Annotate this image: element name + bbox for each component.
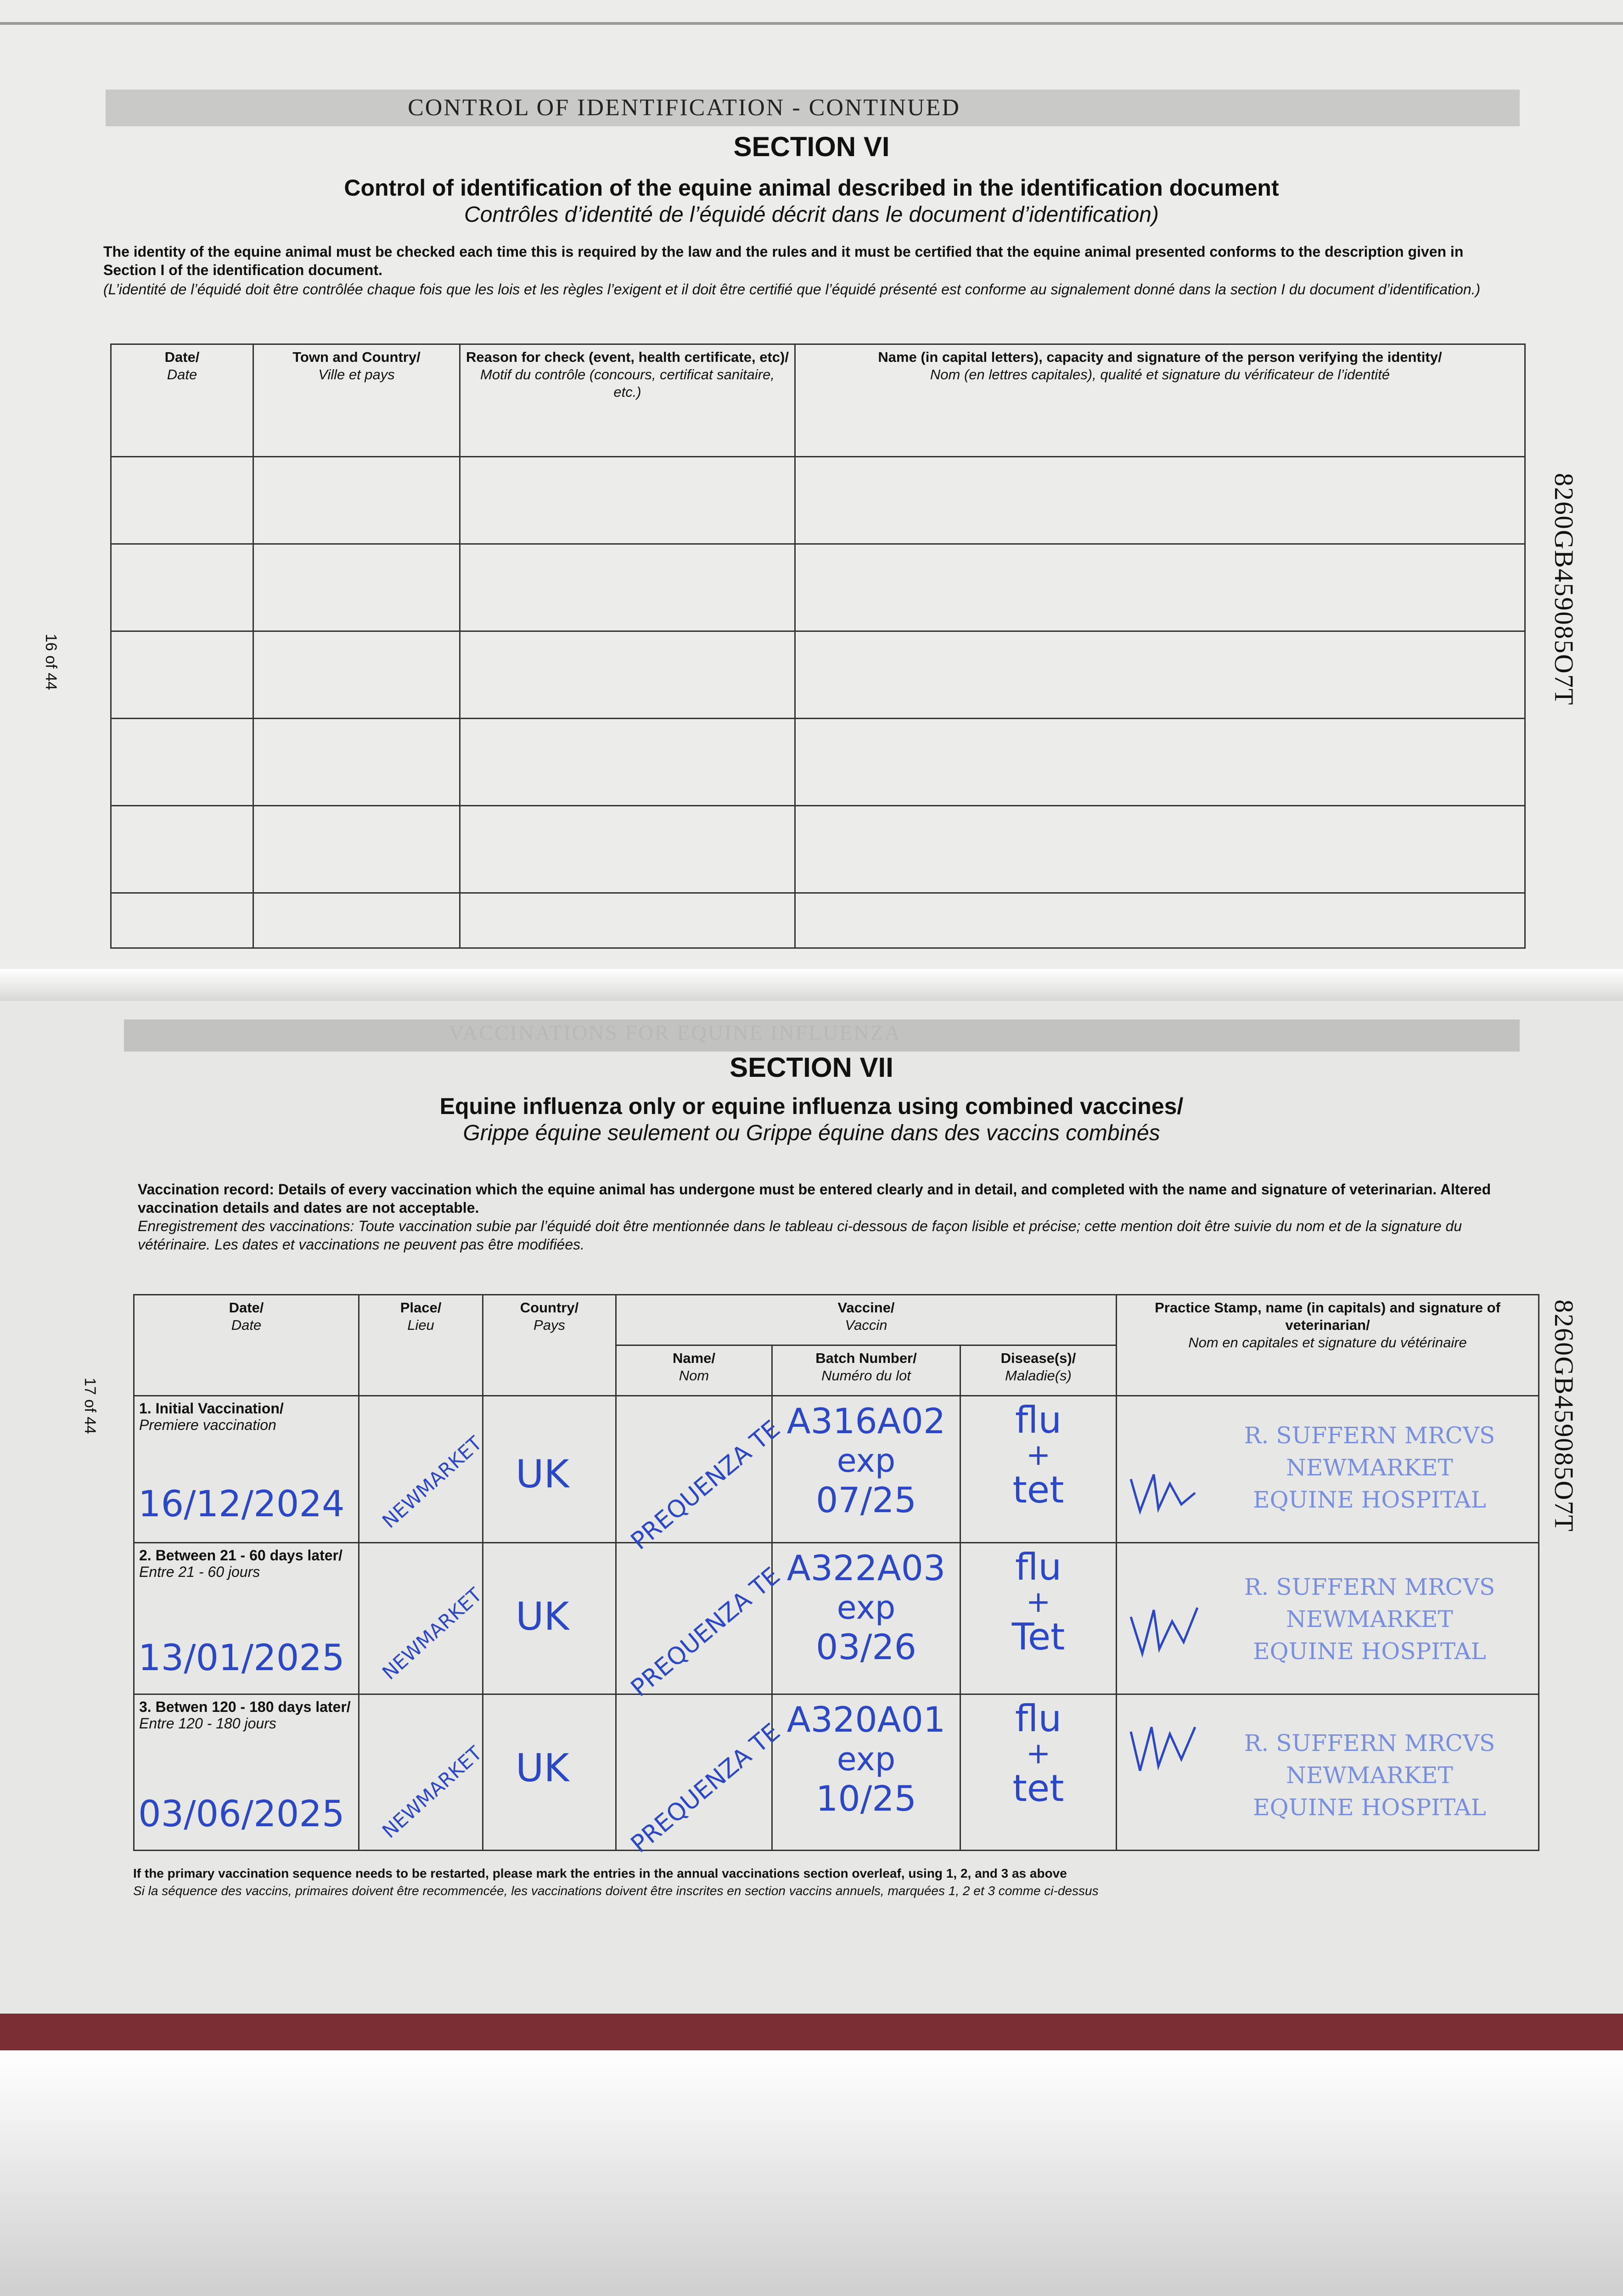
vacc-row-1-label <box>139 1400 354 1433</box>
signature-icon <box>1126 1465 1200 1520</box>
col-vacc-stamp-fr: Nom en capitales et signature du vétérinaire <box>1188 1334 1467 1351</box>
col-vacc-place-fr: Lieu <box>407 1317 434 1333</box>
col-vacc-place-en: Place/ <box>400 1300 442 1316</box>
col-date-fr: Date <box>167 366 197 383</box>
table-row <box>134 1396 1539 1543</box>
vacc-row-3-stamp <box>1218 1727 1521 1823</box>
vacc-row-3-stamp-line-1: R. SUFFERN MRCVS <box>1244 1730 1495 1756</box>
col-vacc-vaccine-en: Vaccine/ <box>837 1300 895 1316</box>
col-vacc-vaccine <box>616 1295 1117 1345</box>
vacc-row-1-stamp <box>1218 1419 1521 1516</box>
col-vacc-country-en: Country/ <box>520 1300 579 1316</box>
vacc-row-1-stamp-line-1: R. SUFFERN MRCVS <box>1244 1422 1495 1449</box>
vacc-row-1-disease-plus: + <box>1026 1438 1051 1472</box>
vacc-row-2-country-cell <box>483 1543 616 1694</box>
col-reason-fr: Motif du contrôle (concours, certificat sanitaire, etc.) <box>480 366 775 400</box>
col-vacc-place <box>359 1295 483 1396</box>
vacc-row-1-stamp-line-2: NEWMARKET <box>1286 1454 1453 1481</box>
table-row <box>111 631 1525 719</box>
page-number-left: 16 of 44 <box>42 634 60 690</box>
vacc-row-2-label-fr: Entre 21 - 60 jours <box>139 1564 260 1580</box>
vacc-row-3-country: UK <box>516 1745 569 1790</box>
vacc-row-3-vaccine: PREQUENZA TE <box>626 1718 786 1858</box>
vacc-header-row-1 <box>134 1295 1539 1345</box>
vacc-row-2-stamp-line-2: NEWMARKET <box>1286 1606 1453 1632</box>
vacc-row-1-disease-cell <box>960 1396 1117 1543</box>
vacc-row-2-exp-label: exp <box>837 1589 896 1626</box>
vacc-row-2-place-cell <box>359 1543 486 1694</box>
vacc-row-3-disease-cell <box>960 1694 1117 1851</box>
table-header-row <box>111 344 1525 457</box>
vacc-row-2-disease-1: flu <box>1015 1546 1062 1588</box>
col-town-country <box>253 344 460 457</box>
vacc-row-1-date-cell <box>134 1396 359 1543</box>
scan-background <box>0 2050 1623 2296</box>
vaccination-table <box>133 1294 1539 1858</box>
col-vacc-stamp <box>1117 1295 1539 1396</box>
vacc-row-2-stamp-line-1: R. SUFFERN MRCVS <box>1244 1574 1495 1600</box>
vacc-row-2-stamp <box>1218 1571 1521 1667</box>
identity-check-table <box>110 343 1526 949</box>
vacc-row-1-stamp-line-3: EQUINE HOSPITAL <box>1253 1486 1486 1513</box>
table-row <box>111 893 1525 948</box>
top-rule <box>0 22 1623 25</box>
vacc-row-2-label <box>139 1547 354 1580</box>
influenza-title-en: Equine influenza only or equine influenza using combined vaccines/ <box>439 1093 1184 1119</box>
vacc-row-1-date: 16/12/2024 <box>138 1484 345 1525</box>
vacc-row-3-stamp-line-2: NEWMARKET <box>1286 1762 1453 1789</box>
col-vacc-date-en: Date/ <box>229 1300 264 1316</box>
vacc-row-3-date-cell <box>134 1694 359 1851</box>
record-fr-text: Toute vaccination subie par l’équidé doit être mentionnée dans le tableau ci-dessous de façon lisible et précise; cette mention doit être suivie du nom et de la signature du vétérinaire. Les dates et vaccinations ne peuvent pas être modifiées. <box>138 1218 1462 1253</box>
table-row <box>111 806 1525 893</box>
table-row <box>134 1694 1539 1851</box>
side-passport-code-bottom: 8260GB459085O7T <box>1549 1300 1579 1532</box>
col-verifier-fr: Nom (en lettres capitales), qualité et signature du vérificateur de l’identité <box>930 366 1390 383</box>
vacc-row-3-label-en: 3. Betwen 120 - 180 days later/ <box>139 1699 351 1715</box>
section-vii-title: SECTION VII <box>730 1052 893 1083</box>
vacc-row-3-disease-1: flu <box>1015 1697 1062 1740</box>
vacc-row-2-label-en: 2. Between 21 - 60 days later/ <box>139 1547 343 1564</box>
table-row <box>111 544 1525 631</box>
table-row <box>111 719 1525 806</box>
restart-note-en: If the primary vaccination sequence needs to be restarted, please mark the entries in the annual vaccinations section overleaf, using 1, 2, and 3 as above <box>133 1866 1067 1880</box>
restart-note-fr: Si la séquence des vaccins, primaires doivent être recommencée, les vaccinations doivent être inscrites en section vaccins annuels, marquées 1, 2 et 3 comme ci-dessus <box>133 1884 1099 1898</box>
influenza-title-fr: Grippe équine seulement ou Grippe équine dans des vaccins combinés <box>463 1121 1160 1145</box>
identity-note-fr: (L’identité de l’équidé doit être contrôlée chaque fois que les lois et les règles l’exigent et il doit être certifié que l’équidé présenté est conforme au signalement donné dans la section I du document d’identification.) <box>103 281 1481 298</box>
vacc-row-1-label-en: 1. Initial Vaccination/ <box>139 1400 284 1417</box>
vacc-row-1-country-cell <box>483 1396 616 1543</box>
vacc-row-3-batch-cell <box>772 1694 960 1851</box>
table-row <box>134 1543 1539 1694</box>
col-vacc-disease <box>960 1345 1117 1396</box>
vacc-row-1-stamp-cell <box>1117 1396 1539 1543</box>
signature-icon <box>1126 1713 1200 1778</box>
col-vacc-country <box>483 1295 616 1396</box>
col-vacc-disease-en: Disease(s)/ <box>1000 1350 1076 1366</box>
col-reason <box>460 344 795 457</box>
vacc-row-3-batch: A320A01 <box>786 1699 946 1740</box>
vacc-row-1-label-fr: Premiere vaccination <box>139 1417 276 1433</box>
vacc-row-3-exp: 10/25 <box>815 1778 917 1819</box>
vacc-row-2-vaccine: PREQUENZA TE <box>626 1562 786 1702</box>
vacc-row-1-place: NEWMARKET <box>378 1432 486 1533</box>
section-subtitle-en: Control of identification of the equine animal described in the identification document <box>344 175 1279 201</box>
vacc-row-2-date: 13/01/2025 <box>138 1638 345 1679</box>
vacc-row-2-place: NEWMARKET <box>378 1583 486 1684</box>
vacc-row-1-name-cell <box>616 1396 786 1555</box>
vacc-row-3-label <box>139 1699 354 1732</box>
page-fold <box>0 969 1623 1001</box>
vacc-row-3-place-cell <box>359 1694 486 1851</box>
col-vacc-disease-fr: Maladie(s) <box>1005 1367 1072 1384</box>
col-verifier-en: Name (in capital letters), capacity and signature of the person verifying the identity/ <box>878 349 1442 365</box>
col-vacc-batch <box>772 1345 960 1396</box>
record-en-label: Vaccination record: <box>138 1181 274 1198</box>
vacc-row-3-country-cell <box>483 1694 616 1851</box>
vacc-row-1-vaccine: PREQUENZA TE <box>626 1415 786 1555</box>
record-fr-label: Enregistrement des vaccinations: <box>138 1218 354 1234</box>
col-vacc-name <box>616 1345 772 1396</box>
col-vacc-country-fr: Pays <box>534 1317 565 1333</box>
vacc-row-2-stamp-line-3: EQUINE HOSPITAL <box>1253 1638 1486 1665</box>
vacc-row-2-country: UK <box>516 1594 569 1639</box>
vacc-row-3-stamp-line-3: EQUINE HOSPITAL <box>1253 1794 1486 1821</box>
vacc-row-1-disease-2: tet <box>1012 1469 1064 1511</box>
col-vacc-stamp-en: Practice Stamp, name (in capitals) and signature of veterinarian/ <box>1155 1300 1500 1333</box>
vacc-row-2-batch-cell <box>772 1543 960 1694</box>
vacc-row-2-disease-plus: + <box>1026 1585 1051 1619</box>
col-vacc-batch-fr: Numéro du lot <box>821 1367 911 1384</box>
vacc-row-3-disease-2: tet <box>1012 1767 1064 1810</box>
col-vacc-vaccine-fr: Vaccin <box>845 1317 887 1333</box>
vacc-row-3-label-fr: Entre 120 - 180 jours <box>139 1715 276 1732</box>
col-date-en: Date/ <box>164 349 200 365</box>
vacc-row-3-name-cell <box>616 1694 786 1858</box>
page-header: CONTROL OF IDENTIFICATION - CONTINUED <box>408 95 960 121</box>
vacc-row-3-disease-plus: + <box>1026 1737 1051 1771</box>
col-town-en: Town and Country/ <box>292 349 421 365</box>
side-passport-code: 8260GB459085O7T <box>1549 473 1579 706</box>
vacc-row-1-country: UK <box>516 1452 569 1497</box>
col-town-fr: Ville et pays <box>318 366 395 383</box>
section-subtitle-fr: Contrôles d’identité de l’équidé décrit dans le document d’identification) <box>464 203 1159 227</box>
signature-icon <box>1126 1598 1200 1663</box>
identity-note-en: The identity of the equine animal must be checked each time this is required by the law and the rules and it must be certified that the equine animal presented conforms to the description given in Section I of the identification document. <box>103 243 1464 278</box>
col-vacc-name-fr: Nom <box>679 1367 709 1384</box>
vacc-row-3-exp-label: exp <box>837 1740 896 1778</box>
vaccination-record-en <box>138 1180 1533 1217</box>
vacc-row-3-place: NEWMARKET <box>378 1742 486 1843</box>
vacc-row-2-name-cell <box>616 1543 786 1702</box>
page-number-bottom: 17 of 44 <box>81 1378 99 1434</box>
vaccination-record-fr <box>138 1217 1533 1254</box>
vacc-row-1-batch: A316A02 <box>786 1401 946 1441</box>
vacc-row-3-date: 03/06/2025 <box>138 1794 345 1835</box>
vacc-row-1-disease-1: flu <box>1015 1399 1062 1441</box>
passport-cover-edge <box>0 2014 1623 2050</box>
col-reason-en: Reason for check (event, health certificate, etc)/ <box>466 349 789 365</box>
vacc-row-1-batch-cell <box>772 1396 960 1543</box>
col-date <box>111 344 253 457</box>
col-vacc-batch-en: Batch Number/ <box>815 1350 917 1366</box>
vacc-row-1-exp: 07/25 <box>815 1480 917 1520</box>
vacc-row-1-place-cell <box>359 1396 486 1543</box>
col-verifier <box>795 344 1525 457</box>
vacc-row-2-batch: A322A03 <box>786 1548 946 1588</box>
col-vacc-date <box>134 1295 359 1396</box>
record-en-text: Details of every vaccination which the equine animal has undergone must be entered clearly and in detail, and completed with the name and signature of veterinarian. Altered vaccination details and dates are not acceptable. <box>138 1181 1491 1216</box>
vacc-row-2-date-cell <box>134 1543 359 1694</box>
vacc-row-3-stamp-cell <box>1117 1694 1539 1851</box>
vacc-row-1-exp-label: exp <box>837 1442 896 1480</box>
vacc-row-2-stamp-cell <box>1117 1543 1539 1694</box>
section-title: SECTION VI <box>733 131 890 162</box>
vacc-row-2-exp: 03/26 <box>815 1626 917 1667</box>
table-row <box>111 457 1525 544</box>
page-header-vaccinations: VACCINATIONS FOR EQUINE INFLUENZA <box>448 1021 902 1044</box>
vacc-row-2-disease-2: Tet <box>1011 1615 1065 1658</box>
col-vacc-name-en: Name/ <box>672 1350 716 1366</box>
vacc-row-2-disease-cell <box>960 1543 1117 1694</box>
col-vacc-date-fr: Date <box>231 1317 262 1333</box>
